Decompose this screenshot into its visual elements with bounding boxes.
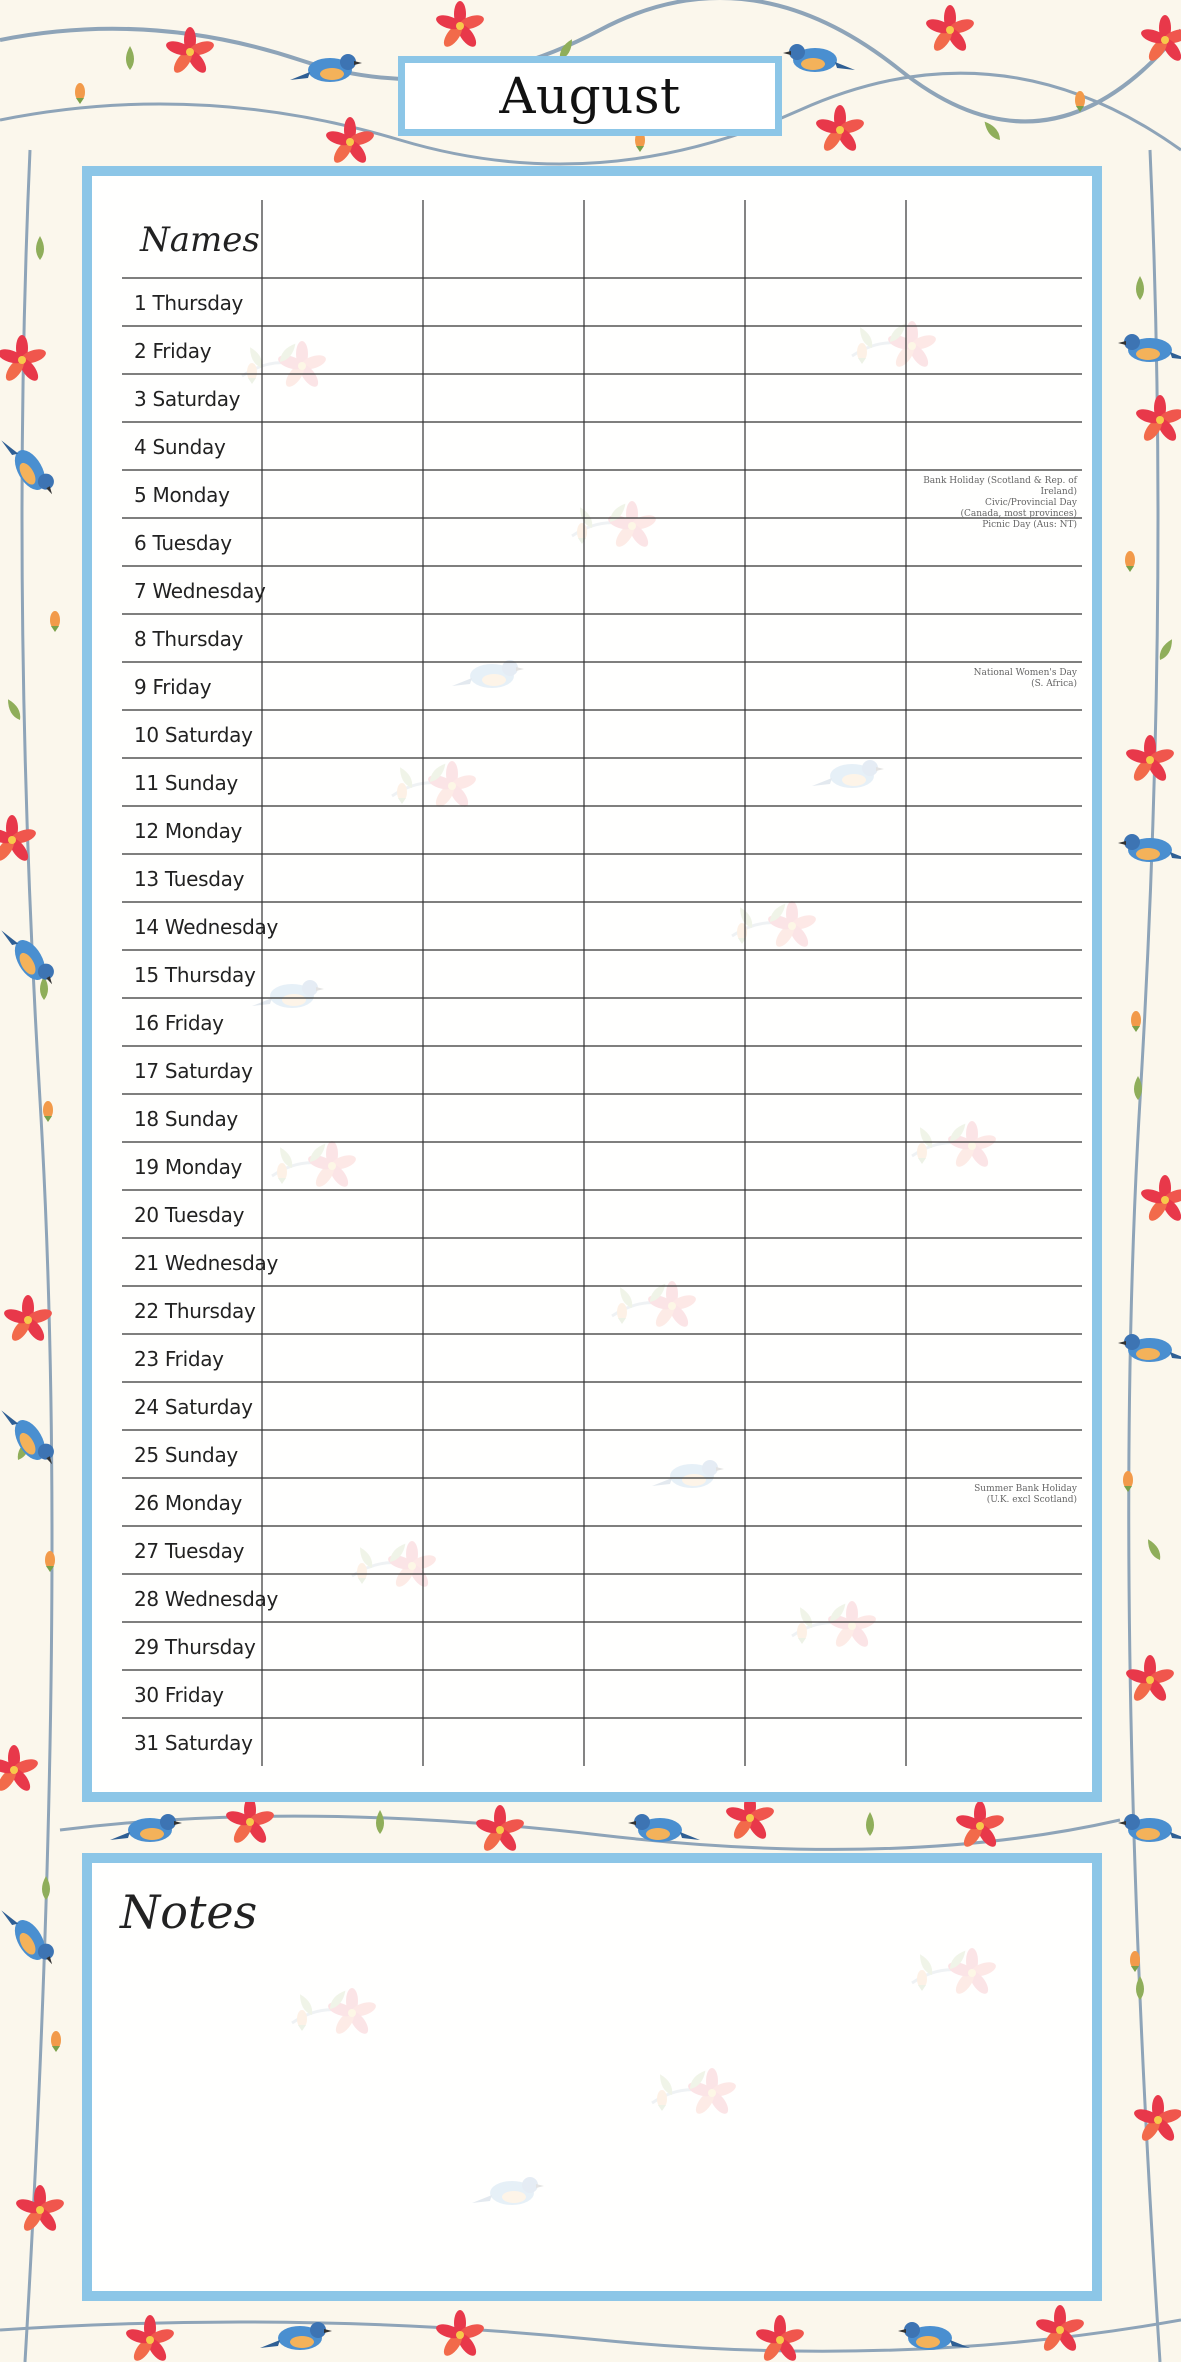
bottom-border-decoration: [0, 2305, 1181, 2362]
names-header: Names: [140, 220, 260, 260]
holiday-note: National Women's Day (S. Africa): [973, 668, 1077, 689]
day-label: 5 Monday: [134, 483, 230, 507]
day-label: 13 Tuesday: [134, 867, 245, 891]
day-label: 2 Friday: [134, 339, 212, 363]
day-label: 4 Sunday: [134, 435, 226, 459]
day-label: 21 Wednesday: [134, 1251, 278, 1275]
day-label: 29 Thursday: [134, 1635, 256, 1659]
day-label: 24 Saturday: [134, 1395, 253, 1419]
day-label: 23 Friday: [134, 1347, 224, 1371]
day-label: 22 Thursday: [134, 1299, 256, 1323]
day-label: 12 Monday: [134, 819, 243, 843]
day-label: 25 Sunday: [134, 1443, 238, 1467]
notes-panel: [82, 1853, 1102, 2301]
day-label: 16 Friday: [134, 1011, 224, 1035]
holiday-note: Summer Bank Holiday (U.K. excl Scotland): [974, 1484, 1077, 1505]
day-label: 18 Sunday: [134, 1107, 238, 1131]
day-label: 6 Tuesday: [134, 531, 232, 555]
day-label: 30 Friday: [134, 1683, 224, 1707]
month-title-box: [398, 56, 782, 136]
day-label: 19 Monday: [134, 1155, 243, 1179]
day-label: 3 Saturday: [134, 387, 241, 411]
day-label: 28 Wednesday: [134, 1587, 278, 1611]
day-label: 11 Sunday: [134, 771, 238, 795]
month-title: August: [499, 67, 681, 125]
day-label: 9 Friday: [134, 675, 212, 699]
day-label: 17 Saturday: [134, 1059, 253, 1083]
day-label: 14 Wednesday: [134, 915, 278, 939]
day-label: 1 Thursday: [134, 291, 244, 315]
right-border-decoration: [1118, 150, 1181, 2362]
left-border-decoration: [0, 150, 66, 2362]
day-label: 26 Monday: [134, 1491, 243, 1515]
notes-title: Notes: [120, 1885, 258, 1939]
calendar-panel: [82, 166, 1102, 1802]
day-label: 7 Wednesday: [134, 579, 266, 603]
day-label: 10 Saturday: [134, 723, 253, 747]
day-label: 31 Saturday: [134, 1731, 253, 1755]
day-label: 27 Tuesday: [134, 1539, 245, 1563]
holiday-note: Bank Holiday (Scotland & Rep. of Ireland) Civic/Provincial Day (Canada, most provinces) Picnic Day (Aus: NT): [923, 476, 1077, 530]
day-label: 8 Thursday: [134, 627, 244, 651]
day-label: 20 Tuesday: [134, 1203, 245, 1227]
day-label: 15 Thursday: [134, 963, 256, 987]
middle-border-decoration: [60, 1793, 1120, 1854]
